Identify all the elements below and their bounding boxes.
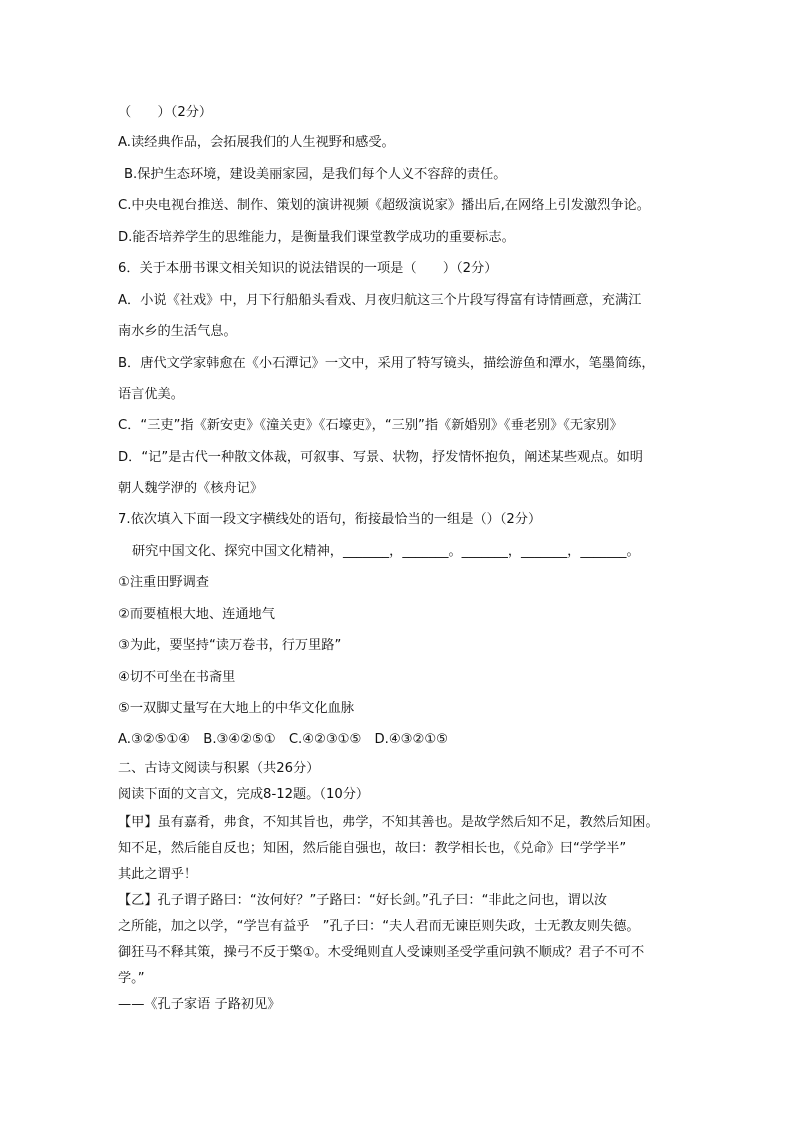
q7-item-2: ②而要植根大地、连通地气: [118, 607, 275, 622]
section-2-intro: 阅读下面的文言文，完成8-12题。（10分）: [118, 787, 370, 802]
section-2-title: 二、古诗文阅读与积累（共26分）: [118, 761, 320, 776]
q7-item-3: ③为此，要坚持“读万卷书，行万里路”: [118, 638, 342, 653]
passage-source: ——《孔子家语 子路初见》: [118, 997, 281, 1012]
q5-stem: （ ）（2分）: [118, 105, 213, 120]
passage-jia-line1: 【甲】虽有嘉肴，弗食，不知其旨也，弗学，不知其善也。是故学然后知不足，教然后知困。: [118, 815, 659, 830]
passage-yi-line4: 学。”: [118, 971, 145, 986]
q7-item-5: ⑤一双脚丈量写在大地上的中华文化血脉: [118, 701, 355, 716]
q6-option-a-line1: A．小说《社戏》中，月下行船船头看戏、月夜归航这三个片段写得富有诗情画意，充满江: [118, 293, 642, 308]
passage-jia-line3: 其此之谓乎！: [118, 867, 198, 882]
q7-stem: 7.依次填入下面一段文字横线处的语句，衔接最恰当的一组是（）（2分）: [118, 512, 542, 527]
q6-option-b-line1: B．唐代文学家韩愈在《小石潭记》一文中，采用了特写镜头，描绘游鱼和潭水，笔墨简练，: [118, 356, 655, 371]
passage-yi-line1: 【乙】孔子谓子路曰：“汝何好？”子路曰：“好长剑。”孔子曰：“非此之问也，谓以汝: [118, 893, 608, 908]
q5-option-c: C.中央电视台推送、制作、策划的演讲视频《超级演说家》播出后,在网络上引发激烈争论。: [118, 198, 650, 213]
q7-item-4: ④切不可坐在书斋里: [118, 670, 236, 685]
passage-jia-line2: 知不足，然后能自反也；知困，然后能自强也，故曰：教学相长也，《兑命》曰“学学半”: [118, 841, 627, 856]
q6-option-c: C．“三吏”指《新安吏》《潼关吏》《石壕吏》，“三别”指《新婚别》《垂老别》《无家别》: [118, 418, 623, 433]
q6-stem: 6．关于本册书课文相关知识的说法错误的一项是（ ）（2分）: [118, 261, 498, 276]
q6-option-b-line2: 语言优美。: [118, 387, 184, 402]
q6-option-d-line2: 朝人魏学洢的《核舟记》: [118, 481, 264, 496]
q5-option-a: A.读经典作品，会拓展我们的人生视野和感受。: [118, 135, 395, 150]
passage-yi-line3: 御狂马不释其策，操弓不反于檠①。木受绳则直人受谏则圣受学重问孰不顺成？君子不可不: [118, 945, 645, 960]
q7-choices: A.③②⑤①④ B.③④②⑤① C.④②③①⑤ D.④③②①⑤: [118, 732, 448, 747]
q5-option-d: D.能否培养学生的思维能力，是衡量我们课堂教学成功的重要标志。: [118, 230, 515, 245]
q7-item-1: ①注重田野调查: [118, 575, 209, 590]
q6-option-a-line2: 南水乡的生活气息。: [118, 324, 237, 339]
q5-option-b: B.保护生态环境，建设美丽家园，是我们每个人义不容辞的责任。: [124, 167, 507, 182]
q7-passage: 研究中国文化、探究中国文化精神，_______，_______。_______，_______，_______。: [132, 544, 640, 559]
q6-option-d-line1: D．“记”是古代一种散文体裁，可叙事、写景、状物，抒发情怀抱负，阐述某些观点。如明: [118, 450, 643, 465]
passage-yi-line2: 之所能，加之以学，“学岂有益乎 ”孔子曰：“夫人君而无谏臣则失政，士无教友则失德。: [118, 919, 640, 934]
